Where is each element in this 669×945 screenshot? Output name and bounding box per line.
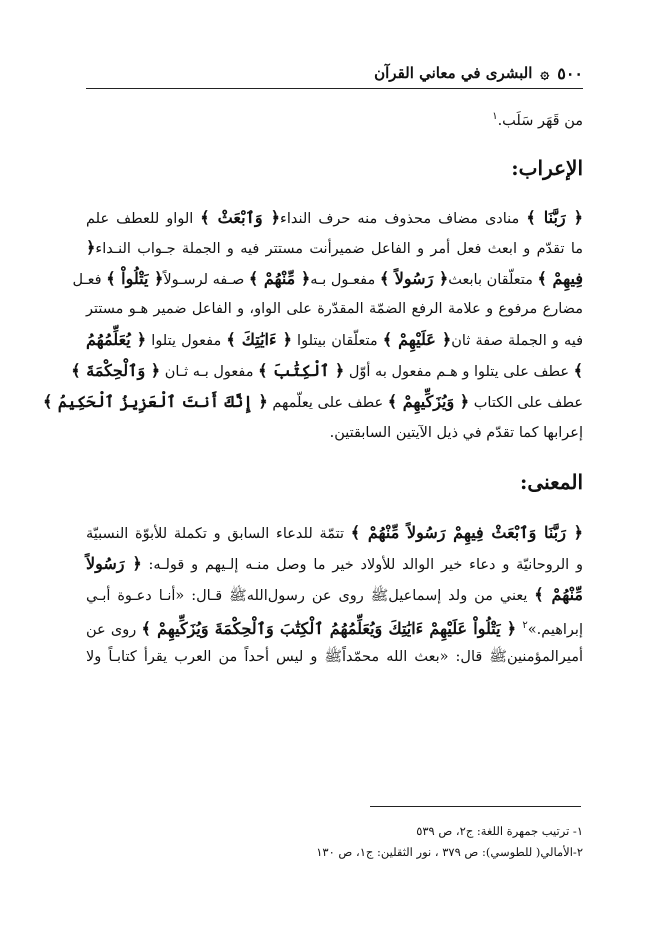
meaning-heading: المعنى: [520,470,583,494]
text-line: و الروحانيّة و دعاء خير الوالد للأولاد خير ما وصل منـه إلـيهم و قولـه: ﴿ رَسُولاً [86,554,584,573]
quran-phrase: ﴿ ءَايَٰتِكَ ﴾ [226,330,292,349]
honorific-symbol: ﷺ [489,649,507,665]
quran-bracket: ﴾ [573,361,583,380]
quran-phrase: ﴿ وَٱلْحِكْمَةَ ﴾ [71,361,161,380]
honorific-symbol: ﷺ [370,588,389,604]
quran-phrase: ﴿ مِّنْهُمْ ﴾ [248,269,311,288]
page-number: ٥٠٠ [557,63,583,83]
quran-phrase: ﴿ يَتْلُواْ ﴾ [106,269,164,288]
text-line: فِيهِمْ ﴾ متعلّقان بابعث﴿ رَسُولاً ﴾ مفعـول بـه﴿ مِّنْهُمْ ﴾ صـفه لرسـولاً﴿ يَتْلُواْ ﴾ فعـل [72,269,583,288]
quran-phrase: ﴿ رَبَّنَا ﴾ [526,208,584,227]
quran-phrase: ﴿ إِنَّكَ أَنتَ ٱلْعَزِيزُ ٱلْحَكِيمُ ﴾ [42,392,268,411]
footnote-ref: ٢ [522,620,528,631]
quran-phrase: ﴿ يَتْلُواْ عَلَيْهِمْ ءَايَٰتِكَ وَيُعَلِّمُهُمُ ٱلْكِتَٰبَ وَٱلْحِكْمَةَ وَيُزَكِّيهِمْ ﴾ [141,618,523,638]
quran-phrase: ﴿ وَيُزَكِّيهِمْ ﴾ [387,392,470,411]
quran-phrase: فِيهِمْ ﴾ [537,269,583,288]
ornament-icon: ۞ [540,64,550,82]
text-line: أميرالمؤمنينﷺ قال: «بعث الله محمّداًﷺ و ليس أحداً من العرب يقرأ كتابـاً ولا [86,649,583,665]
footnote-ref: ١ [492,111,498,122]
quran-phrase: ﴿ رَسُولاً [86,554,142,573]
quran-bracket: ﴿ [86,238,96,257]
quran-phrase: ﴿ رَسُولاً ﴾ [379,269,449,288]
text-line: من قَهَر سَلَب.$^١$ [492,111,583,129]
honorific-symbol: ﷺ [229,588,247,604]
text-line: مضارع مرفوع و علامة الرفع الضمّة المقدّرة على الواو، و الفاعل ضمير هـو مستتر [86,301,583,317]
text-line: إعرابها كما تقدّم في ذيل الآيتين السابقتين. [329,425,583,441]
text-line: عطف على الكتاب ﴿ وَيُزَكِّيهِمْ ﴾ عطف على يعلّمهم ﴿ إِنَّكَ أَنتَ ٱلْعَزِيزُ ٱلْحَكِيمُ ﴾ [42,392,583,411]
text-line: مِّنْهُمْ ﴾ يعني من ولد إسماعيلﷺ روى عن رسول‌اللهﷺ قـال: «أنـا دعـوة أبـي [86,585,583,604]
book-title: البشرى في معاني القرآن [374,64,533,82]
quran-phrase: ﴿ رَبَّنَا وَٱبْعَثْ فِيهِمْ رَسُولاً مِّنْهُمْ ﴾ [350,523,583,542]
text-line: ﴿ رَبَّنَا ﴾ منادى مضاف محذوف منه حرف النداء﴿ وَٱبْعَثْ ﴾ الواو للعطف علم [86,208,584,227]
page-header [86,58,583,89]
footnote: ١- ترتيب جمهرة اللغة: ج٢، ص ٥٣٩ [416,824,583,838]
text-line: ما تقدّم و ابعث فعل أمر و الفاعل ضميرأنت مستتر فيه و الجملة جـواب النـداء﴿ [86,238,583,257]
quran-phrase: ﴿ يُعَلِّمُهُمُ [86,330,147,349]
text-line: ﴾ عطف على يتلوا و هـم مفعول به أوّل ﴿ ٱلْكِتَٰبَ ﴾ مفعول بـه ثـان ﴿ وَٱلْحِكْمَةَ ﴾ [71,361,583,380]
text-line: إبراهيم.»$^٢$ ﴿ يَتْلُواْ عَلَيْهِمْ ءَايَٰتِكَ وَيُعَلِّمُهُمُ ٱلْكِتَٰبَ وَٱلْحِكْمَةَ وَيُزَكِّيهِمْ ﴾ روى عن [86,618,583,638]
text-line: ﴿ رَبَّنَا وَٱبْعَثْ فِيهِمْ رَسُولاً مِّنْهُمْ ﴾ تتمّة للدعاء السابق و تكملة للأبوّة النسبيّة [86,523,583,542]
text-line: فيه و الجملة صفة ثان﴿ عَلَيْهِمْ ﴾ متعلّقان بيتلوا ﴿ ءَايَٰتِكَ ﴾ مفعول يتلوا ﴿ يُعَلِّمُهُمُ [86,330,584,349]
irab-heading: الإعراب: [511,156,583,180]
quran-phrase: ﴿ ٱلْكِتَٰبَ ﴾ [258,361,345,380]
quran-phrase: مِّنْهُمْ ﴾ [534,585,583,604]
footnote: ٢-الأمالي( للطوسي): ص ٣٧٩ ، نور الثقلين: ج١، ص ١٣٠ [316,845,583,859]
footnote-divider [370,806,581,807]
quran-phrase: ﴿ وَٱبْعَثْ ﴾ [200,208,281,227]
honorific-symbol: ﷺ [324,649,343,665]
quran-phrase: ﴿ عَلَيْهِمْ ﴾ [382,330,452,349]
